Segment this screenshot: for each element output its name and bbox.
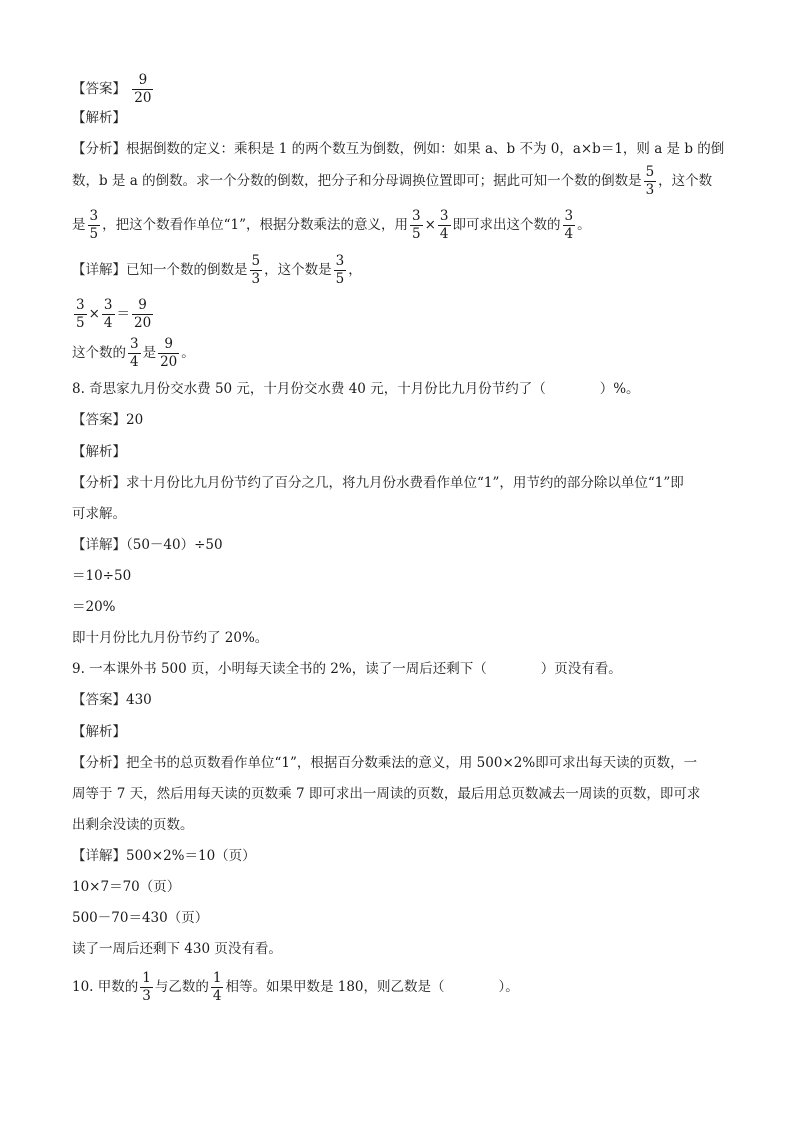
q9-fenxi-line1: 【分析】把全书的总页数看作单位“1”，根据百分数乘法的意义，用 500×2%即可求出每天读的页数，一 xyxy=(72,755,698,771)
q9-step2: 500－70＝430（页） xyxy=(72,910,209,926)
q10-question: 10. 甲数的 $\frac{1}{3}$ 与乙数的 $\frac{1}{4}$ 相等。如果甲数是 180，则乙数是（ ）。 xyxy=(72,970,519,1004)
fraction: $\frac{3}{4}$ xyxy=(439,208,449,242)
fraction: $\frac{3}{4}$ xyxy=(103,297,113,331)
fraction: $\frac{3}{5}$ xyxy=(89,208,99,242)
q7-fenxi-line2: 数，b 是 a 的倒数。求一个分数的倒数，把分子和分母调换位置即可；据此可知一个数的倒数是 $\frac{5}{3}$ ，这个数 xyxy=(72,164,713,198)
q7-analysis-tag: 【解析】 xyxy=(72,110,126,126)
answer-tag: 【答案】 xyxy=(72,81,126,97)
fraction: $\frac{5}{3}$ xyxy=(645,164,655,198)
fraction: $\frac{5}{3}$ xyxy=(251,253,261,287)
q7-fenxi-line1: 【分析】根据倒数的定义：乘积是 1 的两个数互为倒数，例如：如果 a、b 不为 0，a×b＝1，则 a 是 b 的倒 xyxy=(72,141,725,157)
fraction: $\frac{3}{5}$ xyxy=(335,253,345,287)
q7-answer-line xyxy=(72,72,155,107)
q8-conclusion: 即十月份比九月份节约了 20%。 xyxy=(72,630,269,646)
q9-detail-line: 【详解】500×2%＝10（页） xyxy=(72,848,256,864)
q8-fenxi-line2: 可求解。 xyxy=(72,506,126,522)
fraction: $\frac{3}{5}$ xyxy=(412,208,421,242)
q9-fenxi-line3: 出剩余没读的页数。 xyxy=(72,817,194,833)
q8-question: 8. 奇思家九月份交水费 50 元，十月份交水费 40 元，十月份比九月份节约了（ ）%。 xyxy=(72,381,640,397)
q7-detail-line: 【详解】已知一个数的倒数是 $\frac{5}{3}$ ，这个数是 $\frac{3}{5}$ ， xyxy=(72,253,362,287)
fraction: $\frac{1}{4}$ xyxy=(212,970,222,1004)
fraction: $\frac{3}{4}$ xyxy=(130,336,139,370)
fraction: $\frac{3}{4}$ xyxy=(564,208,574,242)
fraction: $\frac{9}{20}$ xyxy=(160,336,178,370)
q8-step1: ＝10÷50 xyxy=(72,568,132,584)
q8-analysis-tag: 【解析】 xyxy=(72,444,126,460)
q7-fenxi-line3: 是 $\frac{3}{5}$ ，把这个数看作单位“1”，根据分数乘法的意义，用 $\frac{3}{5}$ × $\frac{3}{4}$ 即可求出这个数的 $\frac{3}{4}$ 。 xyxy=(72,208,591,242)
q8-answer-line: 【答案】20 xyxy=(72,412,144,428)
q8-detail-line: 【详解】（50－40）÷50 xyxy=(72,537,223,553)
fraction: $\frac{1}{3}$ xyxy=(142,970,151,1004)
q9-step1: 10×7＝70（页） xyxy=(72,879,181,895)
q9-fenxi-line2: 周等于 7 天，然后用每天读的页数乘 7 即可求出一周读的页数，最后用总页数减去一周读的页数，即可求 xyxy=(72,786,701,802)
q9-question: 9. 一本课外书 500 页，小明每天读全书的 2%，读了一周后还剩下（ ）页没有看。 xyxy=(72,661,622,677)
q8-fenxi-line1: 【分析】求十月份比九月份节约了百分之几，将九月份水费看作单位“1”，用节约的部分除以单位“1”即 xyxy=(72,475,684,491)
q9-analysis-tag: 【解析】 xyxy=(72,724,126,740)
q9-answer-line: 【答案】430 xyxy=(72,692,152,708)
q7-calc-line: $\frac{3}{5}$ × $\frac{3}{4}$ ＝ $\frac{9}{20}$ xyxy=(76,297,152,331)
q9-conclusion: 读了一周后还剩下 430 页没有看。 xyxy=(72,941,282,957)
q7-conclusion-line: 这个数的 $\frac{3}{4}$ 是 $\frac{9}{20}$ 。 xyxy=(72,336,195,370)
fraction: $\frac{9}{20}$ xyxy=(134,72,152,106)
fraction: $\frac{9}{20}$ xyxy=(134,297,152,331)
q8-step2: ＝20% xyxy=(72,599,116,615)
fraction: $\frac{3}{5}$ xyxy=(76,297,85,331)
